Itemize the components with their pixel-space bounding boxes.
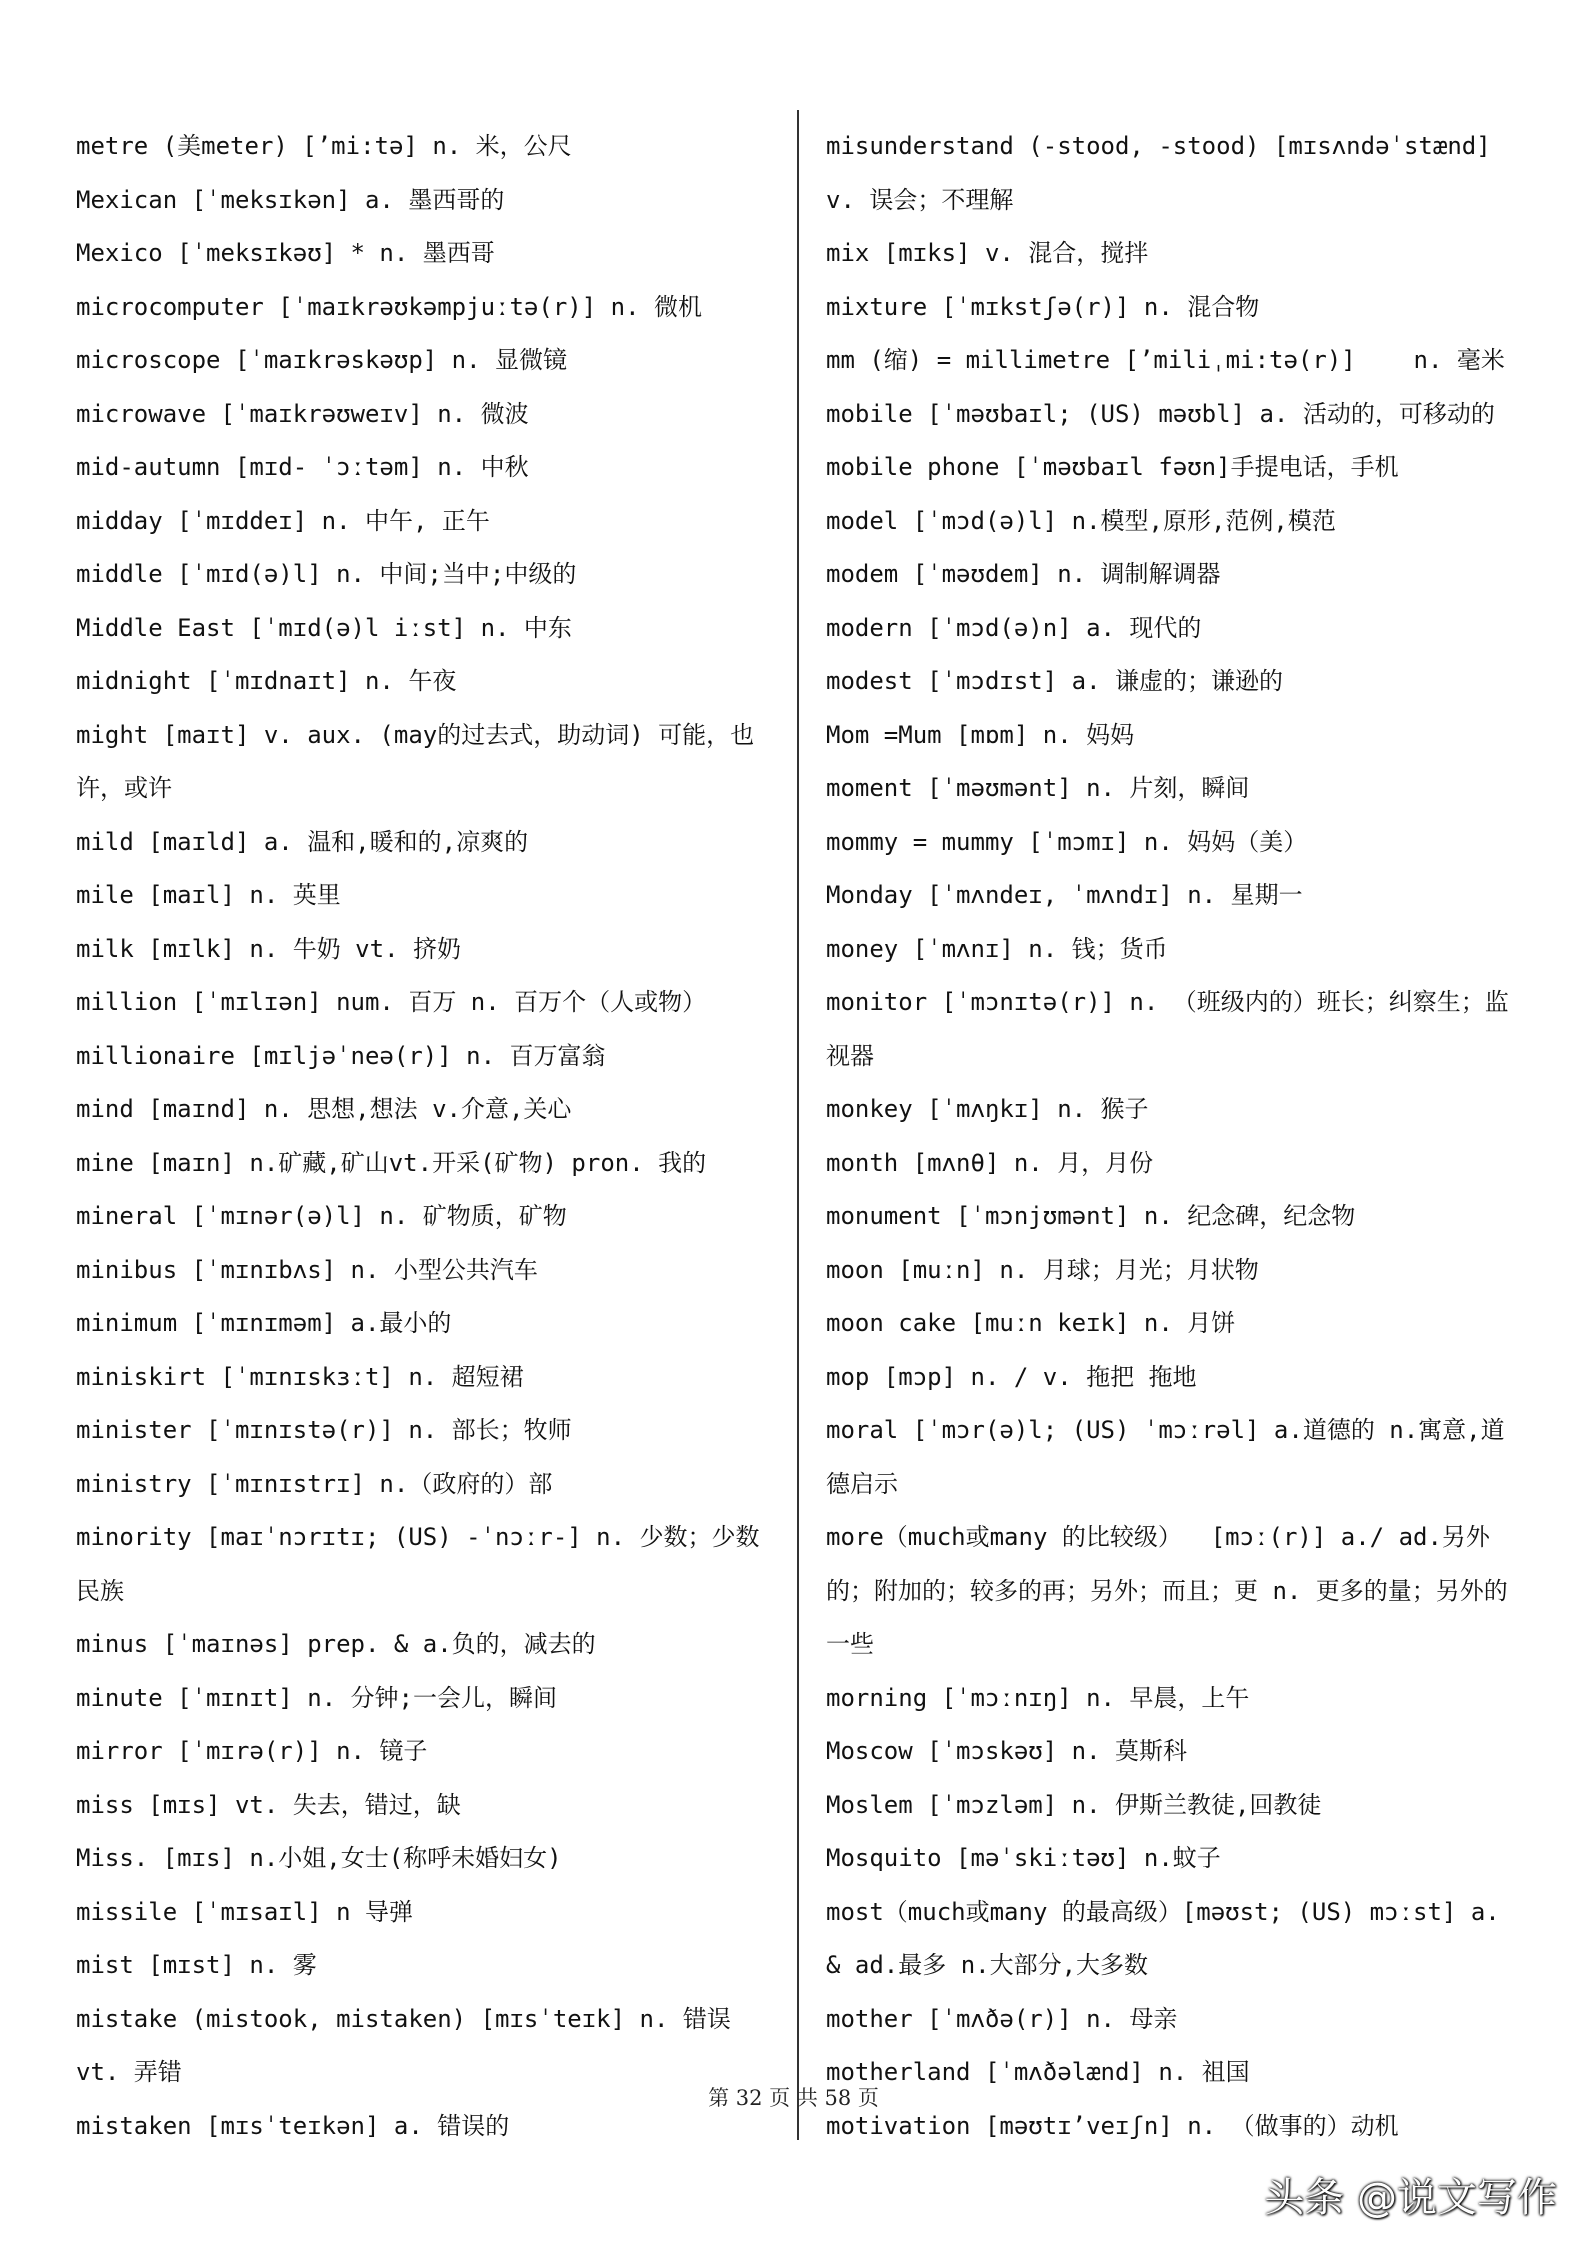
vocab-entry: minimum [ˈmɪnɪməm] a.最小的 [76, 1309, 452, 1337]
vocab-entry: month [mʌnθ] n. 月，月份 [826, 1148, 1154, 1177]
page-footer: 第 32 页 共 58 页 [708, 2086, 879, 2110]
vocab-entry: mixture [ˈmɪkstʃə(r)] n. 混合物 [826, 292, 1260, 321]
vocab-entry: model [ˈmɔd(ə)l] n.模型,原形,范例,模范 [826, 506, 1336, 535]
vocab-entry: motivation [məʊtɪ’veɪʃn] n. （做事的）动机 [826, 2111, 1399, 2140]
vocab-entry: mobile [ˈməʊbaɪl; (US) məʊbl] a. 活动的，可移动的 [826, 399, 1495, 428]
vocab-entry: motherland [ˈmʌðəlænd] n. 祖国 [826, 2058, 1250, 2086]
vocab-entry: morning [ˈmɔːnɪŋ] n. 早晨，上午 [826, 1683, 1250, 1712]
vocab-entry: ministry [ˈmɪnɪstrɪ] n.（政府的）部 [76, 1469, 553, 1498]
vocab-entry: microcomputer [ˈmaɪkrəʊkəmpjuːtə(r)] n. 微机 [76, 292, 702, 321]
vocab-entry: monument [ˈmɔnjʊmənt] n. 纪念碑，纪念物 [826, 1202, 1356, 1230]
vocab-entry: moment [ˈməʊmənt] n. 片刻，瞬间 [826, 774, 1250, 802]
vocab-entry: Mexico [ˈmeksɪkəʊ] * n. 墨西哥 [76, 239, 495, 267]
vocab-entry: miniskirt [ˈmɪnɪskɜːt] n. 超短裙 [76, 1362, 524, 1391]
vocab-entry: modern [ˈmɔd(ə)n] a. 现代的 [826, 613, 1202, 642]
vocab-entry: mop [mɔp] n. / v. 拖把 拖地 [826, 1362, 1197, 1391]
vocab-entry: modem [ˈməʊdem] n. 调制解调器 [826, 560, 1221, 588]
vocab-entry: minister [ˈmɪnɪstə(r)] n. 部长；牧师 [76, 1416, 572, 1444]
vocab-entry: miss [mɪs] vt. 失去，错过，缺 [76, 1790, 461, 1819]
vocab-entry: monkey [ˈmʌŋkɪ] n. 猴子 [826, 1095, 1149, 1123]
vocab-entry: modest [ˈmɔdɪst] a. 谦虚的；谦逊的 [826, 667, 1283, 695]
vocab-entry: misunderstand (-stood, -stood) [mɪsʌndəˈstænd] v. 误会；不理解 [826, 132, 1506, 214]
vocab-entry: microscope [ˈmaɪkrəskəʊp] n. 显微镜 [76, 346, 568, 374]
vocab-entry: mineral [ˈmɪnər(ə)l] n. 矿物质，矿物 [76, 1202, 567, 1230]
vocab-entry: minority [maɪˈnɔrɪtɪ; (US) -ˈnɔːr-] n. 少数；少数民族 [76, 1523, 760, 1605]
vocab-entry: Middle East [ˈmɪd(ə)l iːst] n. 中东 [76, 613, 572, 642]
vocab-entry: most（much或many 的最高级）[məʊst; (US) mɔːst] a. & ad.最多 n.大部分,大多数 [826, 1897, 1515, 1979]
vocab-entry: million [ˈmɪlɪən] num. 百万 n. 百万个（人或物） [76, 988, 707, 1016]
vocab-entry: might [maɪt] v. aux. (may的过去式，助动词) 可能，也许，或许 [76, 720, 755, 802]
vocab-entry: mobile phone [ˈməʊbaɪl fəʊn]手提电话，手机 [826, 453, 1399, 481]
vocab-entry: monitor [ˈmɔnɪtə(r)] n. （班级内的）班长；纠察生；监视器 [826, 988, 1509, 1070]
vocab-entry: moral [ˈmɔr(ə)l; (US) ˈmɔːrəl] a.道德的 n.寓意,道德启示 [826, 1416, 1505, 1498]
vocab-entry: Moslem [ˈmɔzləm] n. 伊斯兰教徒,回教徒 [826, 1790, 1322, 1819]
column-divider [797, 110, 799, 2140]
vocab-entry: moon [muːn] n. 月球；月光；月状物 [826, 1255, 1259, 1284]
right-column [826, 120, 1526, 2153]
vocab-entry: microwave [ˈmaɪkrəʊweɪv] n. 微波 [76, 399, 529, 428]
vocab-entry: minute [ˈmɪnɪt] n. 分钟;一会儿，瞬间 [76, 1683, 557, 1712]
vocab-entry: mild [maɪld] a. 温和,暖和的,凉爽的 [76, 827, 529, 856]
vocab-entry: mind [maɪnd] n. 思想,想法 v.介意,关心 [76, 1095, 572, 1123]
vocab-entry: mine [maɪn] n.矿藏,矿山vt.开采(矿物) pron. 我的 [76, 1148, 707, 1177]
vocab-entry: mommy = mummy [ˈmɔmɪ] n. 妈妈（美） [826, 827, 1308, 856]
left-column [76, 120, 776, 2153]
vocab-entry: mistake (mistook, mistaken) [mɪsˈteɪk] n. 错误 vt. 弄错 [76, 2004, 746, 2086]
vocab-entry: mm (缩) = millimetre [’miliˌmi:tə(r)] n. 毫米 [826, 346, 1505, 374]
vocab-entry: mist [mɪst] n. 雾 [76, 1951, 317, 1979]
vocab-entry: Mexican [ˈmeksɪkən] a. 墨西哥的 [76, 185, 505, 214]
vocab-entry: Mom =Mum [mɒm] n. 妈妈 [826, 720, 1135, 749]
vocab-entry: minibus [ˈmɪnɪbʌs] n. 小型公共汽车 [76, 1255, 538, 1284]
vocab-entry: mistaken [mɪsˈteɪkən] a. 错误的 [76, 2111, 510, 2140]
vocab-entry: millionaire [mɪljəˈneə(r)] n. 百万富翁 [76, 1041, 606, 1070]
vocab-entry: Mosquito [məˈskiːtəʊ] n.蚊子 [826, 1844, 1221, 1872]
vocab-entry: mirror [ˈmɪrə(r)] n. 镜子 [76, 1737, 428, 1765]
watermark: 头条 @说文写作 [1264, 2175, 1557, 2221]
vocab-entry: money [ˈmʌnɪ] n. 钱；货币 [826, 934, 1168, 963]
vocab-entry: mix [mɪks] v. 混合，搅拌 [826, 239, 1149, 267]
vocab-entry: Monday [ˈmʌndeɪ, ˈmʌndɪ] n. 星期一 [826, 881, 1303, 909]
vocab-entry: mother [ˈmʌðə(r)] n. 母亲 [826, 2004, 1178, 2033]
vocab-entry: minus [ˈmaɪnəs] prep. & a.负的，减去的 [76, 1630, 596, 1658]
vocab-entry: metre (美meter) [’mi:tə] n. 米，公尺 [76, 132, 572, 160]
vocab-entry: middle [ˈmɪd(ə)l] n. 中间;当中;中级的 [76, 560, 577, 588]
vocab-entry: moon cake [muːn keɪk] n. 月饼 [826, 1309, 1236, 1337]
vocab-entry: mile [maɪl] n. 英里 [76, 881, 341, 909]
vocab-entry: milk [mɪlk] n. 牛奶 vt. 挤奶 [76, 934, 461, 963]
vocab-entry: midnight [ˈmɪdnaɪt] n. 午夜 [76, 667, 457, 695]
vocab-entry: midday [ˈmɪddeɪ] n. 中午, 正午 [76, 506, 490, 535]
vocab-entry: more（much或many 的比较级） [mɔː(r)] a./ ad.另外的；附加的；较多的再；另外；而且；更 n. 更多的量；另外的一些 [826, 1523, 1508, 1658]
vocab-entry: Moscow [ˈmɔskəʊ] n. 莫斯科 [826, 1737, 1187, 1765]
vocab-entry: missile [ˈmɪsaɪl] n 导弹 [76, 1897, 413, 1926]
vocab-entry: mid-autumn [mɪd- ˈɔːtəm] n. 中秋 [76, 453, 529, 481]
vocab-entry: Miss. [mɪs] n.小姐,女士(称呼未婚妇女) [76, 1844, 562, 1872]
